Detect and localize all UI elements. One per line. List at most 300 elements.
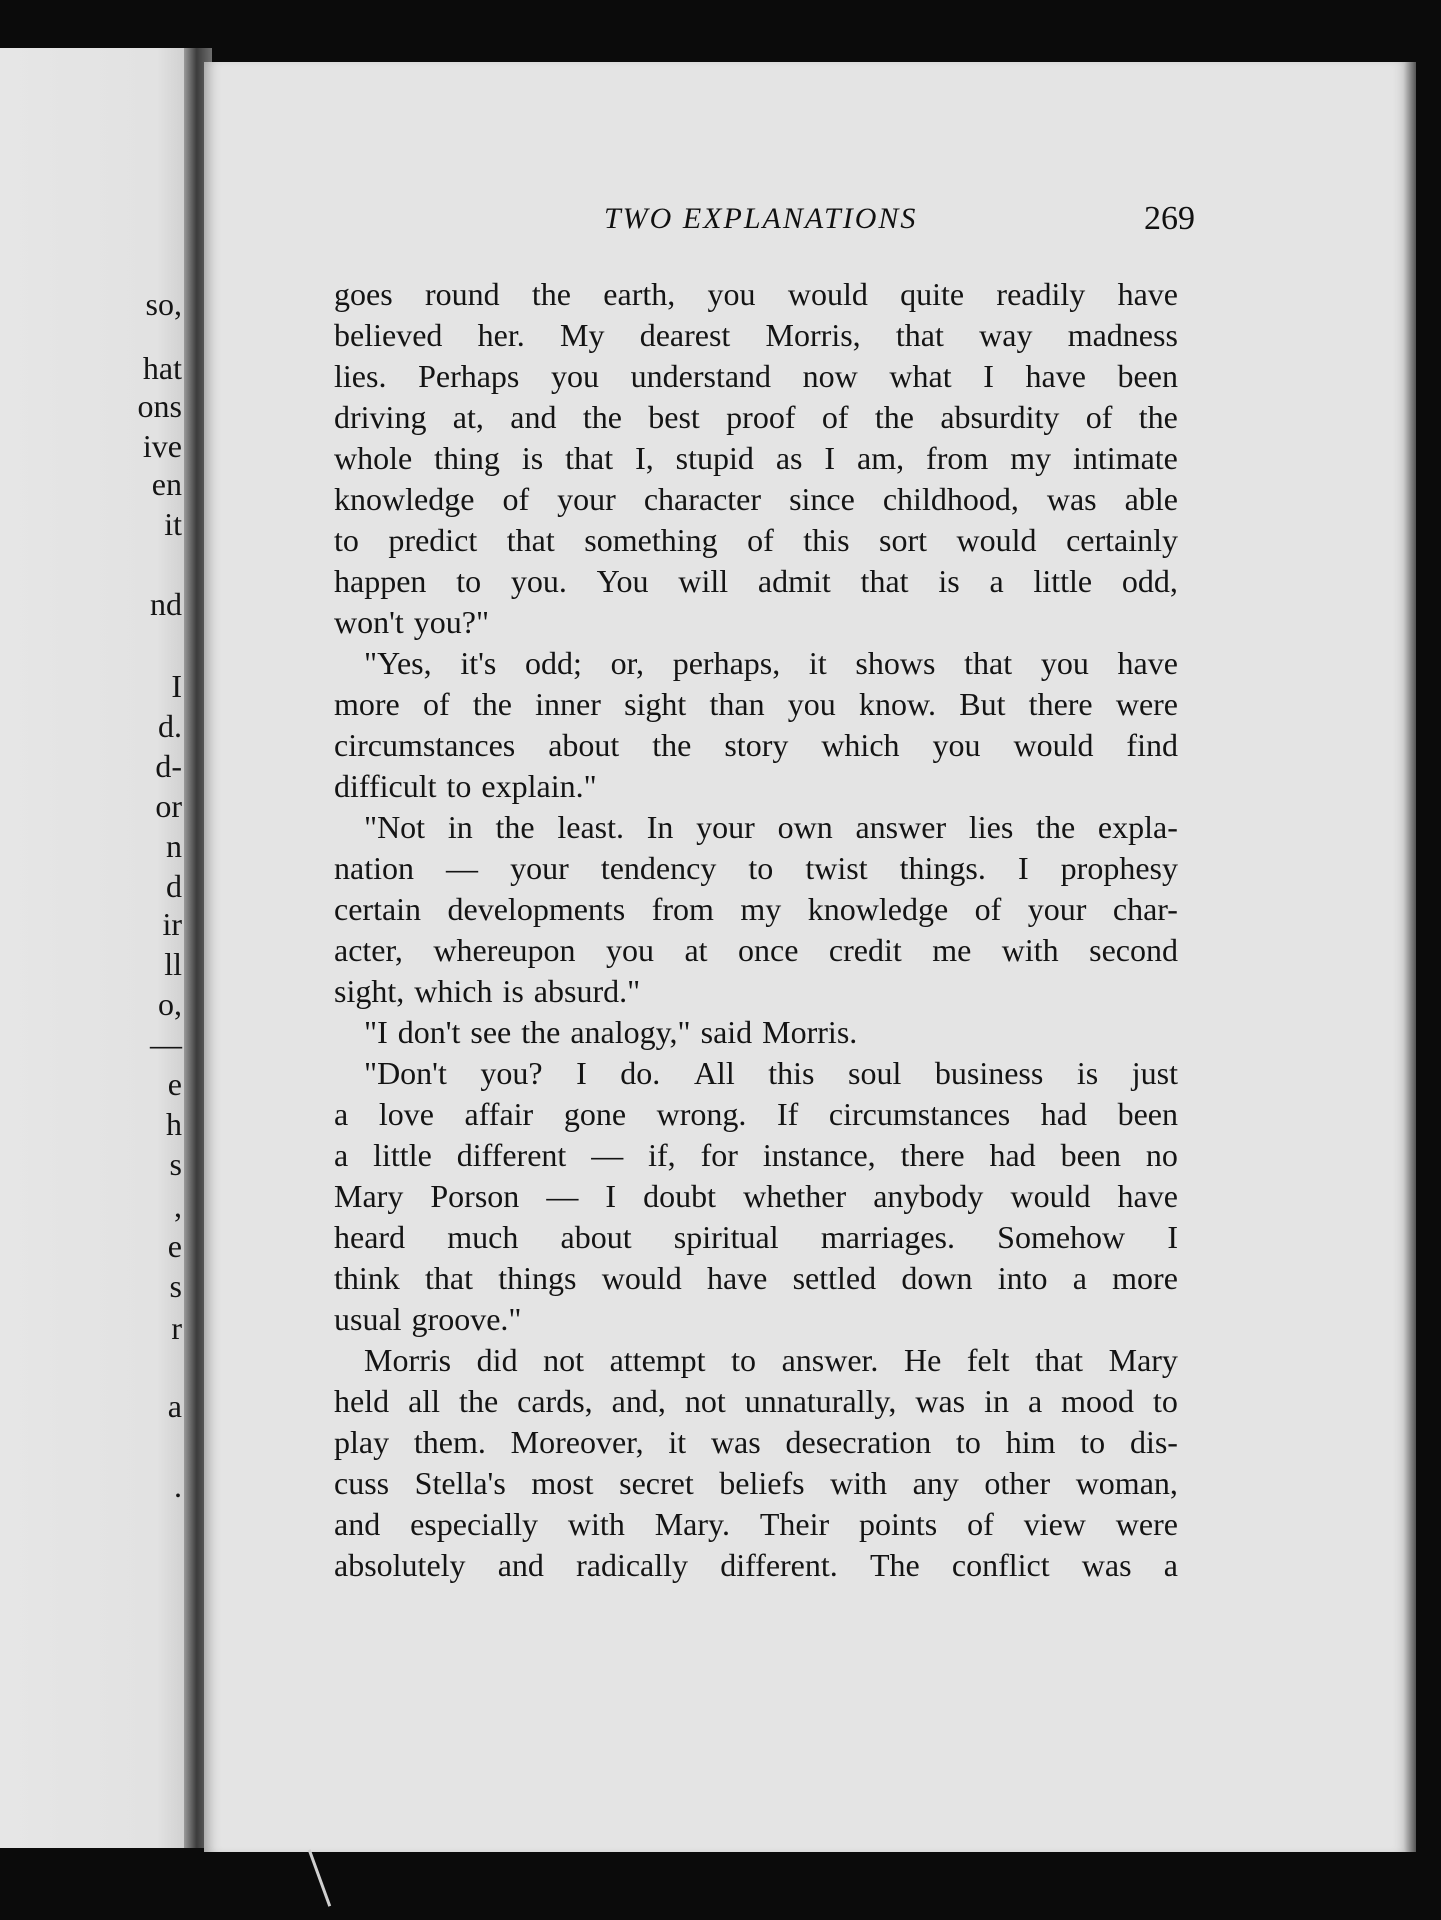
- word: wrong.: [656, 1096, 747, 1132]
- word: least.: [557, 809, 624, 845]
- word: you.: [510, 563, 567, 599]
- word: felt: [966, 1342, 1010, 1378]
- left-page-fragment: d: [166, 868, 182, 904]
- text-line: [334, 1012, 1178, 1053]
- word: my: [740, 891, 782, 927]
- word: different.: [720, 1547, 838, 1583]
- word: to: [731, 1342, 756, 1378]
- word: able: [1124, 481, 1178, 517]
- text-line: [334, 1340, 1178, 1381]
- word: at,: [452, 399, 484, 435]
- word: The: [869, 1547, 920, 1583]
- word: have: [706, 1260, 768, 1296]
- word: sort: [879, 522, 928, 558]
- word: were: [1115, 1506, 1178, 1542]
- word: it: [668, 1424, 687, 1460]
- word: a: [989, 563, 1004, 599]
- text-line: [334, 315, 1178, 356]
- word: a: [334, 1096, 349, 1132]
- word: from: [926, 440, 989, 476]
- text-line: [334, 397, 1178, 438]
- word: the: [531, 276, 571, 312]
- word: whole: [334, 440, 413, 476]
- word: nation: [334, 850, 414, 886]
- word: whether: [743, 1178, 847, 1214]
- word: to: [334, 522, 359, 558]
- word: little: [1033, 563, 1093, 599]
- text-line: [334, 1299, 1178, 1340]
- word: her.: [477, 317, 525, 353]
- text-line: [334, 274, 1178, 315]
- word: circumstances: [334, 727, 516, 763]
- word: different: [456, 1137, 567, 1173]
- word: thing: [434, 440, 500, 476]
- text-line: [334, 725, 1178, 766]
- word: if,: [648, 1137, 676, 1173]
- word: would: [1010, 1178, 1091, 1214]
- word: odd;: [525, 645, 582, 681]
- word: with: [1001, 932, 1059, 968]
- word: Mary: [334, 1178, 404, 1214]
- word: twist: [805, 850, 868, 886]
- word: Morris: [364, 1342, 452, 1378]
- word: that: [565, 440, 614, 476]
- word: you?": [413, 604, 490, 640]
- text-line: [334, 1053, 1178, 1094]
- word: love: [378, 1096, 434, 1132]
- word: gone: [563, 1096, 627, 1132]
- word: was: [915, 1383, 966, 1419]
- word: goes: [334, 276, 393, 312]
- word: for: [700, 1137, 738, 1173]
- word: and,: [611, 1383, 666, 1419]
- word: lies: [968, 809, 1014, 845]
- left-page-fragment: hat: [142, 350, 182, 386]
- word: lies.: [334, 358, 387, 394]
- word: shows: [855, 645, 936, 681]
- word: beliefs: [719, 1465, 805, 1501]
- word: to: [1080, 1424, 1106, 1460]
- word: to: [956, 1424, 981, 1460]
- word: My: [559, 317, 605, 353]
- word: Mary: [1108, 1342, 1178, 1378]
- word: and: [497, 1547, 544, 1583]
- word: a: [1027, 1383, 1043, 1419]
- word: knowledge: [807, 891, 949, 927]
- word: were: [1115, 686, 1178, 722]
- right-page: [204, 62, 1416, 1852]
- word: credit: [828, 932, 902, 968]
- word: with: [830, 1465, 888, 1501]
- word: all: [408, 1383, 441, 1419]
- word: unnaturally,: [744, 1383, 897, 1419]
- text-line: [334, 1504, 1178, 1545]
- word: way: [979, 317, 1033, 353]
- word: whereupon: [433, 932, 576, 968]
- word: it: [808, 645, 827, 681]
- word: woman,: [1075, 1465, 1178, 1501]
- word: which: [414, 973, 493, 1009]
- word: there: [900, 1137, 965, 1173]
- word: this: [768, 1055, 815, 1091]
- word: no: [1145, 1137, 1178, 1173]
- text-line: [334, 561, 1178, 602]
- word: is: [1076, 1055, 1099, 1091]
- word: play: [334, 1424, 390, 1460]
- running-head-title: TWO EXPLANATIONS: [604, 202, 918, 235]
- word: happen: [334, 563, 427, 599]
- word: readily: [996, 276, 1086, 312]
- text-line: [334, 479, 1178, 520]
- word: Their: [759, 1506, 830, 1542]
- word: have: [1025, 358, 1086, 394]
- left-page-fragment: s: [169, 1146, 182, 1182]
- word: marriages.: [820, 1219, 955, 1255]
- word: All: [693, 1055, 735, 1091]
- word: a: [1072, 1260, 1087, 1296]
- word: —: [591, 1137, 624, 1173]
- word: held: [334, 1383, 390, 1419]
- word: now: [802, 358, 858, 394]
- left-page-fragment: so,: [145, 286, 182, 322]
- text-line: [334, 1176, 1178, 1217]
- word: not: [684, 1383, 726, 1419]
- word: know.: [859, 686, 937, 722]
- running-head: [204, 202, 1416, 252]
- word: you?: [480, 1055, 543, 1091]
- word: He: [903, 1342, 942, 1378]
- word: find: [1126, 727, 1178, 763]
- word: of: [422, 686, 450, 722]
- word: it's: [460, 645, 497, 681]
- word: own: [777, 809, 833, 845]
- word: cuss: [334, 1465, 390, 1501]
- text-line: [334, 1135, 1178, 1176]
- text-line: [334, 807, 1178, 848]
- word: understand: [630, 358, 772, 394]
- word: at: [684, 932, 708, 968]
- left-page-fragment: —: [150, 1026, 182, 1062]
- left-facing-page: [0, 48, 196, 1848]
- word: a: [334, 1137, 349, 1173]
- text-line: [334, 971, 1178, 1012]
- word: just: [1131, 1055, 1178, 1091]
- word: absurdity: [940, 399, 1060, 435]
- word: to: [748, 850, 774, 886]
- word: conflict: [951, 1547, 1050, 1583]
- word: settled: [792, 1260, 877, 1296]
- word: explain.": [481, 768, 597, 804]
- word: would: [601, 1260, 682, 1296]
- text-line: [334, 848, 1178, 889]
- word: would: [1013, 727, 1094, 763]
- word: more: [334, 686, 400, 722]
- word: that: [1035, 1342, 1084, 1378]
- word: points: [859, 1506, 938, 1542]
- word: especially: [410, 1506, 539, 1542]
- left-page-fragments: [102, 48, 182, 1848]
- word: your: [510, 850, 569, 886]
- word: anybody: [873, 1178, 984, 1214]
- word: things.: [899, 850, 986, 886]
- left-page-fragment: ll: [164, 946, 182, 982]
- word: answer.: [781, 1342, 879, 1378]
- text-line: [334, 643, 1178, 684]
- word: character: [643, 481, 762, 517]
- word: and: [334, 1506, 381, 1542]
- word: proof: [726, 399, 796, 435]
- scan-artifact: [308, 1849, 331, 1906]
- text-line: [334, 684, 1178, 725]
- word: your: [557, 481, 616, 517]
- word: admit: [757, 563, 831, 599]
- left-page-fragment: n: [166, 828, 182, 864]
- word: would: [787, 276, 868, 312]
- word: of: [974, 891, 1002, 927]
- word: Mary.: [654, 1506, 730, 1542]
- text-line: [334, 1258, 1178, 1299]
- word: more: [1112, 1260, 1178, 1296]
- page-edge-shadow: [1404, 62, 1416, 1852]
- word: certainly: [1066, 522, 1178, 558]
- word: dis-: [1129, 1424, 1178, 1460]
- word: you: [787, 686, 836, 722]
- word: sight,: [334, 973, 405, 1009]
- word: absolutely: [334, 1547, 466, 1583]
- word: the: [582, 399, 622, 435]
- left-page-fragment: en: [151, 466, 182, 502]
- word: Morris.: [762, 1014, 858, 1050]
- word: char-: [1112, 891, 1178, 927]
- left-page-fragment: nd: [150, 586, 182, 622]
- word: instance,: [762, 1137, 876, 1173]
- word: been: [1117, 1096, 1178, 1132]
- word: that: [506, 522, 555, 558]
- word: that: [895, 317, 944, 353]
- word: soul: [848, 1055, 902, 1091]
- left-page-fragment: e: [167, 1228, 182, 1264]
- word: the: [652, 727, 692, 763]
- word: is: [521, 440, 544, 476]
- word: the: [472, 686, 512, 722]
- text-line: [334, 1463, 1178, 1504]
- word: childhood,: [882, 481, 1019, 517]
- left-page-fragment: r: [171, 1310, 182, 1346]
- word: heard: [334, 1219, 406, 1255]
- word: —: [446, 850, 479, 886]
- word: would: [956, 522, 1037, 558]
- word: But: [959, 686, 1006, 722]
- word: been: [1060, 1137, 1121, 1173]
- word: of: [1085, 399, 1113, 435]
- word: "I: [364, 1014, 388, 1050]
- word: earth,: [603, 276, 676, 312]
- word: did: [476, 1342, 518, 1378]
- word: have: [1117, 276, 1178, 312]
- word: any: [912, 1465, 959, 1501]
- word: In: [646, 809, 674, 845]
- word: the: [521, 1014, 561, 1050]
- word: usual: [334, 1301, 402, 1337]
- text-line: [334, 889, 1178, 930]
- word: things: [498, 1260, 577, 1296]
- word: said: [700, 1014, 753, 1050]
- word: of: [967, 1506, 994, 1542]
- word: If: [777, 1096, 799, 1132]
- word: spiritual: [673, 1219, 779, 1255]
- word: of: [747, 522, 774, 558]
- text-line: [334, 1217, 1178, 1258]
- word: am,: [857, 440, 905, 476]
- word: about: [560, 1219, 632, 1255]
- word: that: [425, 1260, 473, 1296]
- left-page-fragment: ons: [137, 388, 182, 424]
- word: odd,: [1121, 563, 1178, 599]
- word: little: [373, 1137, 432, 1173]
- word: analogy,": [570, 1014, 691, 1050]
- word: me: [932, 932, 972, 968]
- word: you: [932, 727, 981, 763]
- word: radically: [576, 1547, 689, 1583]
- word: the: [1036, 809, 1076, 845]
- word: absurd.": [533, 973, 641, 1009]
- word: had: [989, 1137, 1036, 1173]
- left-page-fragment: s: [169, 1268, 182, 1304]
- left-page-fragment: .: [174, 1468, 182, 1504]
- word: dearest: [639, 317, 731, 353]
- word: won't: [334, 604, 404, 640]
- word: difficult: [334, 768, 437, 804]
- text-line: [334, 1094, 1178, 1135]
- word: of: [502, 481, 530, 517]
- left-page-fragment: I: [171, 668, 182, 704]
- word: I: [605, 1178, 617, 1214]
- word: "Not: [364, 809, 426, 845]
- word: tendency: [600, 850, 717, 886]
- word: than: [709, 686, 765, 722]
- word: other: [984, 1465, 1051, 1501]
- word: I: [824, 440, 836, 476]
- word: with: [567, 1506, 625, 1542]
- word: think: [334, 1260, 400, 1296]
- word: predict: [388, 522, 478, 558]
- text-line: [334, 520, 1178, 561]
- left-page-fragment: o,: [158, 986, 182, 1022]
- left-page-fragment: it: [164, 506, 182, 542]
- word: best: [648, 399, 700, 435]
- left-page-fragment: d.: [158, 708, 182, 744]
- word: secret: [619, 1465, 694, 1501]
- word: Morris,: [765, 317, 861, 353]
- word: or,: [610, 645, 644, 681]
- word: desecration: [785, 1424, 932, 1460]
- text-line: [334, 1381, 1178, 1422]
- word: something: [584, 522, 718, 558]
- word: much: [447, 1219, 519, 1255]
- word: my: [1010, 440, 1052, 476]
- word: you: [605, 932, 654, 968]
- word: is: [502, 973, 524, 1009]
- word: I: [576, 1055, 587, 1091]
- word: there: [1028, 686, 1093, 722]
- word: I: [1017, 850, 1029, 886]
- word: in: [447, 809, 473, 845]
- word: "Don't: [364, 1055, 447, 1091]
- text-line: [334, 930, 1178, 971]
- text-line: [334, 438, 1178, 479]
- word: in: [984, 1383, 1009, 1419]
- text-line: [334, 1422, 1178, 1463]
- word: cards,: [517, 1383, 593, 1419]
- left-page-fragment: or: [155, 788, 182, 824]
- word: circumstances: [828, 1096, 1011, 1132]
- word: inner: [535, 686, 601, 722]
- word: that: [964, 645, 1013, 681]
- word: been: [1117, 358, 1178, 394]
- left-page-fragment: ir: [162, 906, 182, 942]
- word: round: [424, 276, 500, 312]
- word: sight: [624, 686, 687, 722]
- word: You: [596, 563, 649, 599]
- word: answer: [855, 809, 947, 845]
- word: the: [874, 399, 914, 435]
- text-line: [334, 766, 1178, 807]
- word: quite: [900, 276, 965, 312]
- word: Perhaps: [418, 358, 520, 394]
- page-number: 269: [1144, 200, 1195, 237]
- word: I,: [635, 440, 654, 476]
- word: —: [546, 1178, 579, 1214]
- word: was: [710, 1424, 761, 1460]
- word: have: [1117, 1178, 1178, 1214]
- word: had: [1040, 1096, 1087, 1132]
- word: Moreover,: [510, 1424, 644, 1460]
- word: him: [1005, 1424, 1056, 1460]
- left-page-fragment: a: [167, 1388, 182, 1424]
- word: Porson: [430, 1178, 520, 1214]
- word: was: [1046, 481, 1097, 517]
- word: will: [678, 563, 729, 599]
- word: developments: [447, 891, 626, 927]
- word: not: [543, 1342, 585, 1378]
- word: affair: [464, 1096, 534, 1132]
- word: see: [470, 1014, 512, 1050]
- word: is: [938, 563, 960, 599]
- word: your: [1027, 891, 1087, 927]
- word: business: [934, 1055, 1044, 1091]
- word: view: [1023, 1506, 1086, 1542]
- word: the: [1138, 399, 1178, 435]
- word: them.: [413, 1424, 486, 1460]
- word: second: [1089, 932, 1178, 968]
- word: do.: [620, 1055, 661, 1091]
- word: groove.": [411, 1301, 522, 1337]
- word: a: [1163, 1547, 1178, 1583]
- text-line: [334, 1545, 1178, 1586]
- word: mood: [1061, 1383, 1135, 1419]
- word: most: [531, 1465, 594, 1501]
- word: to: [1153, 1383, 1178, 1419]
- word: you: [1040, 645, 1089, 681]
- word: I: [983, 358, 994, 394]
- left-page-fragment: ,: [174, 1188, 182, 1224]
- word: was: [1081, 1547, 1132, 1583]
- word: once: [738, 932, 799, 968]
- word: "Yes,: [364, 645, 432, 681]
- word: down: [901, 1260, 973, 1296]
- word: madness: [1067, 317, 1178, 353]
- word: the: [495, 809, 535, 845]
